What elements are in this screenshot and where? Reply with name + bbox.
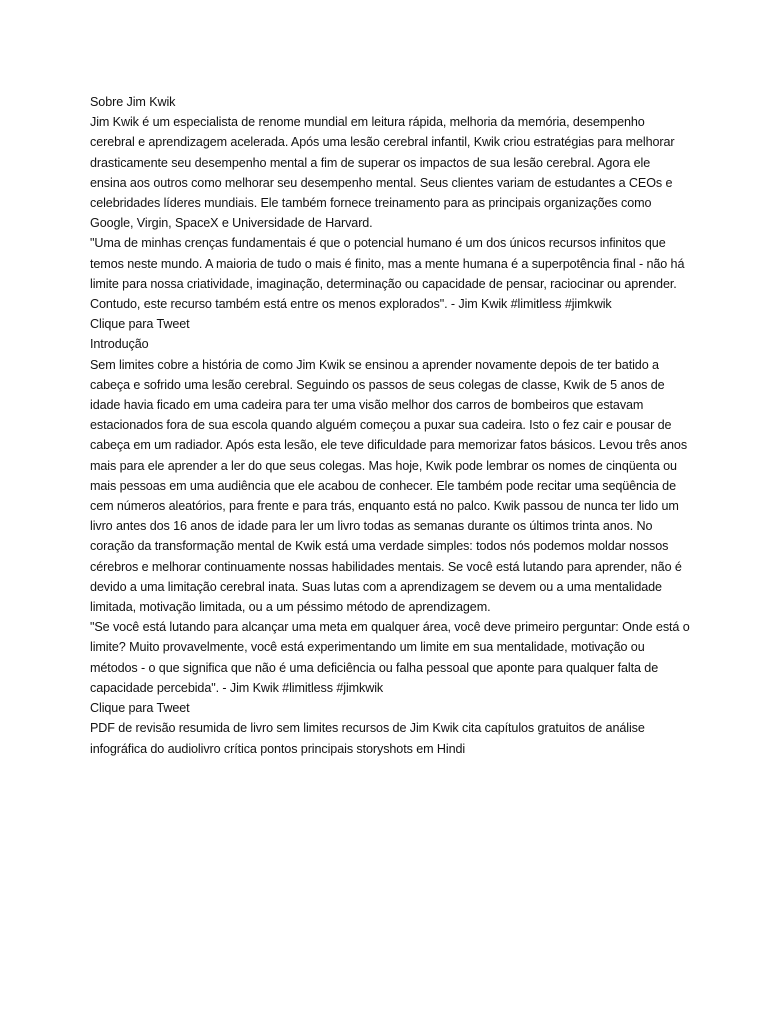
quote-2: "Se você está lutando para alcançar uma meta em qualquer área, você deve primeiro perguntar: Onde está o limite? Muito provavelmente, você está experimentando um limite em sua mentalidade, motivação ou métodos - o que significa que não é uma deficiência ou falha pessoal que aponte para qualquer falta de capacidade percebida". - Jim Kwik #limitless #jimkwik [90,620,690,695]
document-page [90,92,690,759]
intro-paragraph: Sem limites cobre a história de como Jim Kwik se ensinou a aprender novamente depois de ter batido a cabeça e sofrido uma lesão cerebral. Seguindo os passos de seus colegas de classe, Kwik de 5 anos de idade havia ficado em uma cadeira para ter uma visão melhor dos carros de bombeiros que estavam estacionados fora de sua escola quando alguém começou a puxar sua cadeira. Isto o fez cair e pousar de cabeça em um radiador. Após esta lesão, ele teve dificuldade para memorizar fatos básicos. Levou três anos mais para ele aprender a ler do que seus colegas. Mas hoje, Kwik pode lembrar os nomes de cinqüenta ou mais pessoas em uma audiência que ele acabou de conhecer. Ele também pode recitar uma seqüência de cem números aleatórios, para frente e para trás, enquanto está no palco. Kwik passou de nunca ter lido um livro antes dos 16 anos de idade para ler um livro todas as semanas durante os últimos trinta anos. No coração da transformação mental de Kwik está uma verdade simples: todos nós podemos moldar nossos cérebros e melhorar continuamente nossas habilidades mentais. Se você está lutando para aprender, não é devido a uma limitação cerebral inata. Suas lutas com a aprendizagem se devem ou a uma mentalidade limitada, motivação limitada, ou a um péssimo método de aprendizagem. [90,357,688,615]
intro-heading: Introdução [90,337,149,352]
about-heading: Sobre Jim Kwik [90,95,176,109]
tweet-link-2[interactable]: Clique para Tweet [90,701,190,716]
tweet-link-1[interactable]: Clique para Tweet [90,317,190,332]
about-paragraph: Jim Kwik é um especialista de renome mundial em leitura rápida, melhoria da memória, desempenho cerebral e aprendizagem acelerada. Após uma lesão cerebral infantil, Kwik criou estratégias para melhorar drasticamente seu desempenho mental a fim de superar os impactos de sua lesão cerebral. Agora ele ensina aos outros como melhorar seu desempenho mental. Seus clientes variam de estudantes a CEOs e celebridades líderes mundiais. Ele também fornece treinamento para as principais organizações como Google, Virgin, SpaceX e Universidade de Harvard. [90,115,675,231]
quote-1: "Uma de minhas crenças fundamentais é que o potencial humano é um dos únicos recursos infinitos que temos neste mundo. A maioria de tudo o mais é finito, mas a mente humana é a superpotência final - não há limite para nossa criatividade, imaginação, determinação ou capacidade de pensar, raciocinar ou aprender. Contudo, este recurso também está entre os menos explorados". - Jim Kwik #limitless #jimkwik [90,236,685,312]
footer-paragraph: PDF de revisão resumida de livro sem limites recursos de Jim Kwik cita capítulos gratuitos de análise infográfica do audiolivro crítica pontos principais storyshots em Hindi [90,721,645,756]
